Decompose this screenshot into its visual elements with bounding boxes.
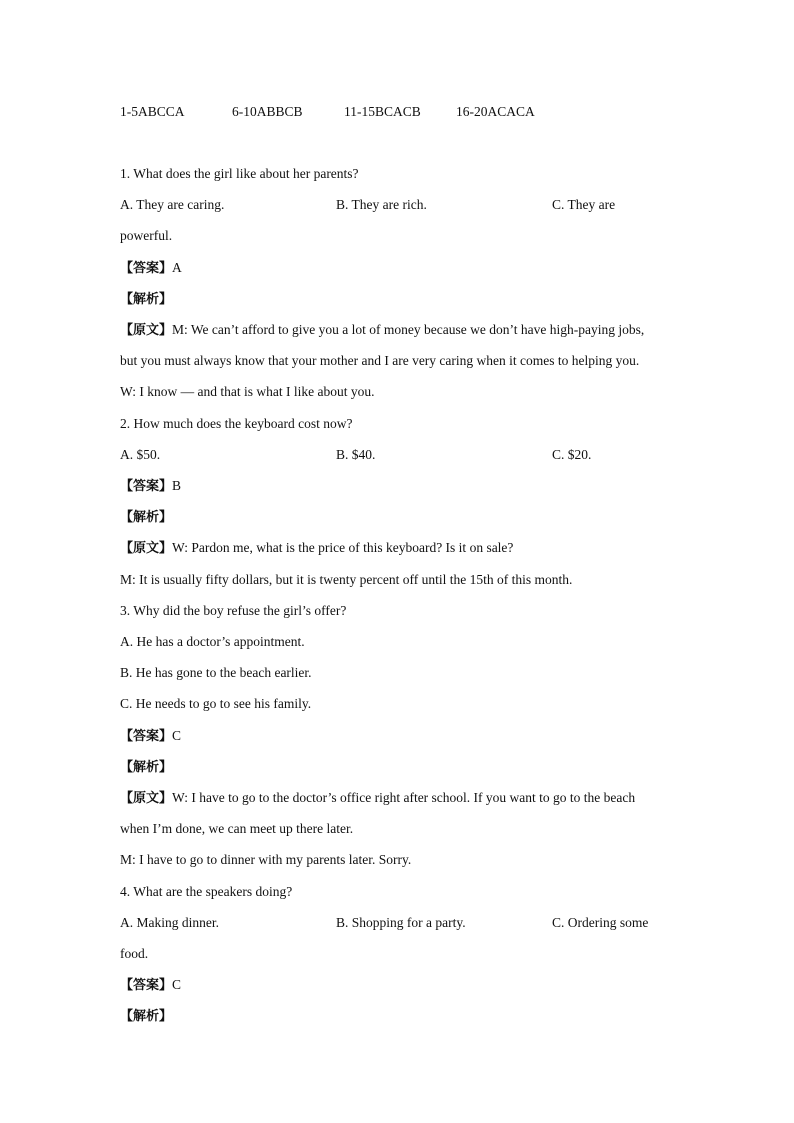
analysis-label: 【解析】 bbox=[120, 1009, 173, 1024]
q1-option-a: A. They are caring. bbox=[120, 197, 225, 212]
q2-option-a: A. $50. bbox=[120, 447, 161, 462]
analysis-label: 【解析】 bbox=[120, 760, 173, 775]
q4-analysis bbox=[120, 1008, 172, 1025]
q3-analysis bbox=[120, 759, 172, 776]
q4-option-b: B. Shopping for a party. bbox=[336, 915, 466, 930]
q3-transcript-line-2: when I’m done, we can meet up there later. bbox=[120, 821, 354, 836]
answer-key-1-5: 1-5ABCCA bbox=[120, 104, 185, 119]
answer-label: 【答案】 bbox=[120, 479, 173, 494]
q2-option-c: C. $20. bbox=[552, 447, 592, 462]
q4-answer-value: C bbox=[172, 977, 182, 992]
answer-key-6-10: 6-10ABBCB bbox=[232, 104, 303, 119]
q3-transcript-line-3: M: I have to go to dinner with my parents later. Sorry. bbox=[120, 852, 412, 867]
q1-answer bbox=[120, 260, 182, 277]
answer-key-11-15: 11-15BCACB bbox=[344, 104, 421, 119]
q4-option-a: A. Making dinner. bbox=[120, 915, 219, 930]
analysis-label: 【解析】 bbox=[120, 292, 173, 307]
q1-question: 1. What does the girl like about her parents? bbox=[120, 166, 359, 181]
q2-question: 2. How much does the keyboard cost now? bbox=[120, 416, 353, 431]
q1-analysis bbox=[120, 291, 172, 308]
original-label: 【原文】 bbox=[120, 791, 173, 806]
q1-option-b: B. They are rich. bbox=[336, 197, 427, 212]
answer-label: 【答案】 bbox=[120, 978, 173, 993]
q2-transcript-line-2: M: It is usually fifty dollars, but it is twenty percent off until the 15th of this month. bbox=[120, 572, 573, 587]
q3-option-c: C. He needs to go to see his family. bbox=[120, 696, 312, 711]
q3-option-a: A. He has a doctor’s appointment. bbox=[120, 634, 305, 649]
original-label: 【原文】 bbox=[120, 323, 173, 338]
q1-option-c: C. They are bbox=[552, 197, 616, 212]
q4-answer bbox=[120, 977, 181, 994]
q3-option-b: B. He has gone to the beach earlier. bbox=[120, 665, 312, 680]
q4-question: 4. What are the speakers doing? bbox=[120, 884, 293, 899]
q1-transcript-line-1: 【原文】M: We can’t afford to give you a lot of money because we don’t have high-paying jobs, bbox=[120, 322, 645, 338]
q2-option-b: B. $40. bbox=[336, 447, 376, 462]
q1-option-c-wrap: powerful. bbox=[120, 228, 173, 243]
answer-key-16-20: 16-20ACACA bbox=[456, 104, 535, 119]
q2-analysis bbox=[120, 509, 172, 526]
q2-answer-value: B bbox=[172, 478, 182, 493]
q2-transcript-line-1: 【原文】W: Pardon me, what is the price of this keyboard? Is it on sale? bbox=[120, 540, 514, 556]
q1-transcript-line-2: but you must always know that your mother and I are very caring when it comes to helping you. bbox=[120, 353, 640, 368]
answer-label: 【答案】 bbox=[120, 261, 173, 276]
q3-answer-value: C bbox=[172, 728, 182, 743]
q1-transcript-line-3: W: I know — and that is what I like about you. bbox=[120, 384, 375, 399]
q4-option-c: C. Ordering some bbox=[552, 915, 649, 930]
q3-answer bbox=[120, 728, 181, 745]
q3-transcript-line-1: 【原文】W: I have to go to the doctor’s office right after school. If you want to go to the beach bbox=[120, 790, 636, 806]
answer-label: 【答案】 bbox=[120, 729, 173, 744]
q4-option-c-wrap: food. bbox=[120, 946, 149, 961]
original-label: 【原文】 bbox=[120, 541, 173, 556]
q3-question: 3. Why did the boy refuse the girl’s offer? bbox=[120, 603, 347, 618]
q1-answer-value: A bbox=[172, 260, 182, 275]
analysis-label: 【解析】 bbox=[120, 510, 173, 525]
q2-answer bbox=[120, 478, 181, 495]
